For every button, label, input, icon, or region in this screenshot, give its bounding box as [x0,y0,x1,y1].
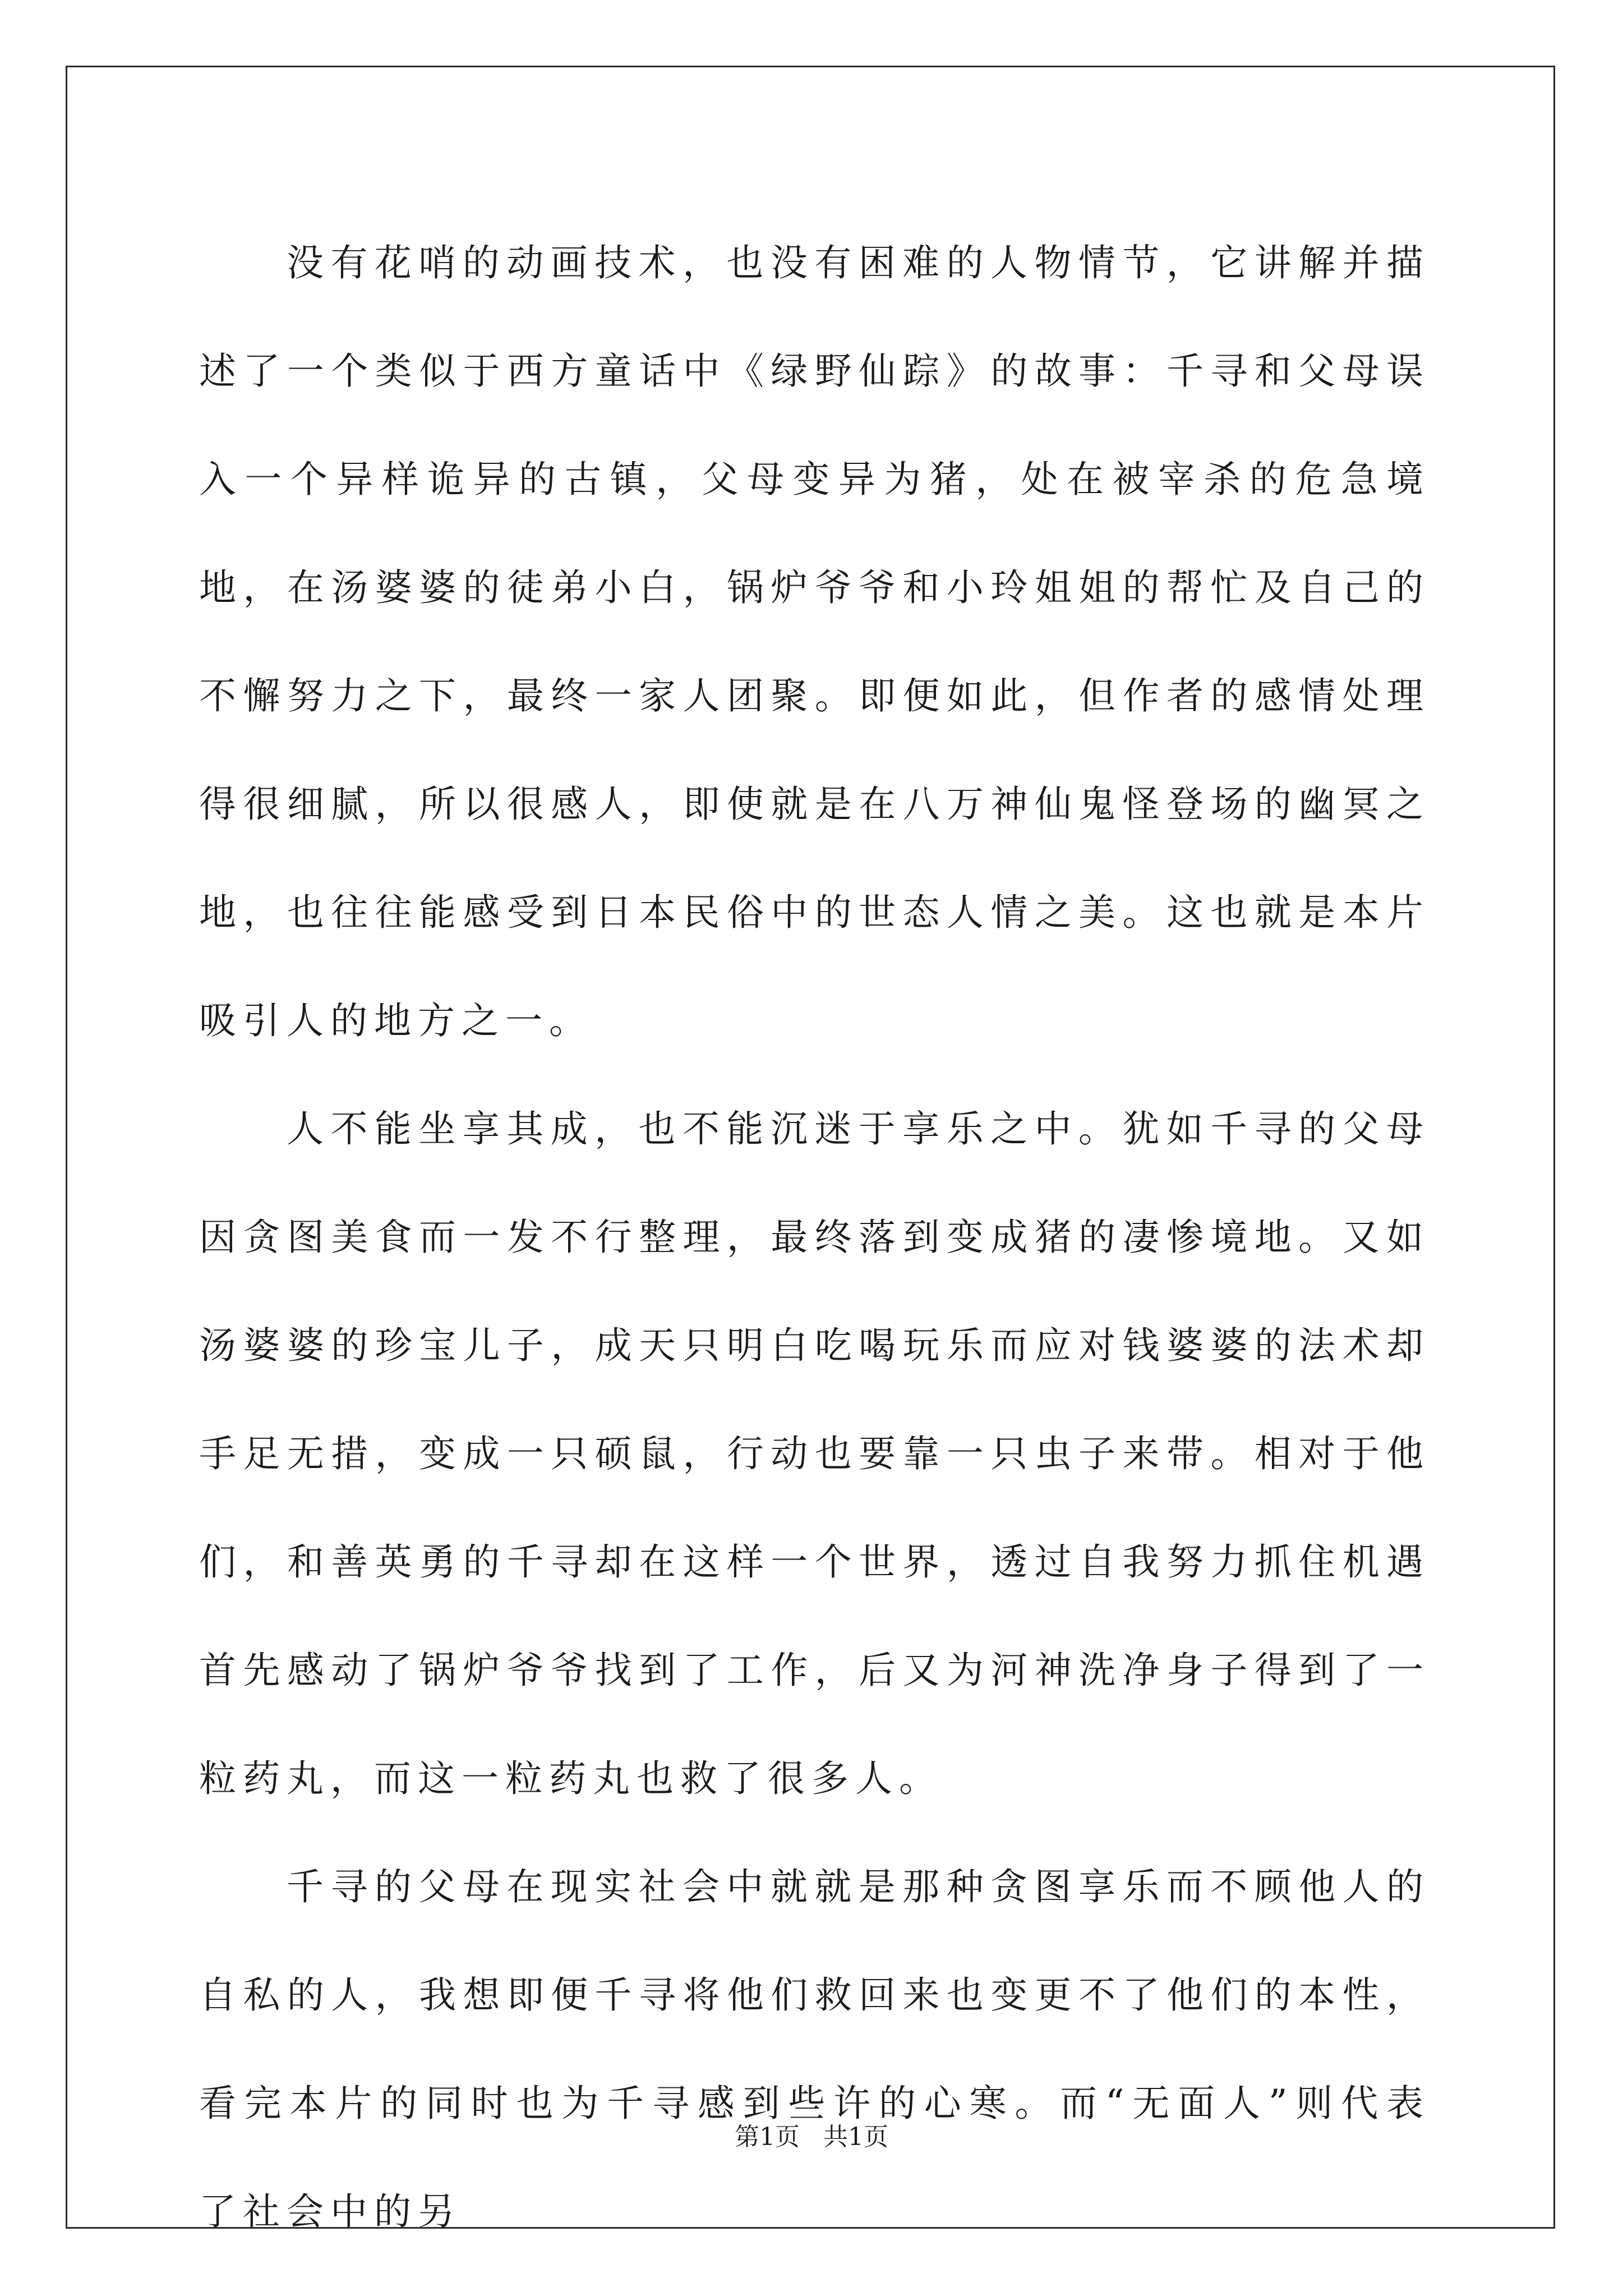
document-body [199,209,1430,2266]
footer-spacer [800,2123,823,2151]
paragraph-1: 没有花哨的动画技术，也没有困难的人物情节，它讲解并描述了一个类似于西方童话中《绿野仙踪》的故事：千寻和父母误入一个异样诡异的古镇，父母变异为猪，处在被宰杀的危急境地，在汤婆婆的徒弟小白，锅炉爷爷和小玲姐姐的帮忙及自己的不懈努力之下，最终一家人团聚。即便如此，但作者的感情处理得很细腻，所以很感人，即使就是在八万神仙鬼怪登场的幽冥之地，也往往能感受到日本民俗中的世态人情之美。这也就是本片吸引人的地方之一。 [199,241,1430,1042]
page-footer [0,2120,1623,2154]
page-number: 第1页 [735,2123,800,2151]
page-total: 共1页 [823,2123,888,2151]
paragraph-2: 人不能坐享其成，也不能沉迷于享乐之中。犹如千寻的父母因贪图美食而一发不行整理，最终落到变成猪的凄惨境地。又如汤婆婆的珍宝儿子，成天只明白吃喝玩乐而应对钱婆婆的法术却手足无措，变成一只硕鼠，行动也要靠一只虫子来带。相对于他们，和善英勇的千寻却在这样一个世界，透过自我努力抓住机遇首先感动了锅炉爷爷找到了工作，后又为河神洗净身子得到了一粒药丸，而这一粒药丸也救了很多人。 [199,1107,1430,1800]
paragraph-3: 千寻的父母在现实社会中就就是那种贪图享乐而不顾他人的自私的人，我想即便千寻将他们救回来也变更不了他们的本性，看完本片的同时也为千寻感到些许的心寒。而“无面人”则代表了社会中的另 [199,1865,1430,2233]
